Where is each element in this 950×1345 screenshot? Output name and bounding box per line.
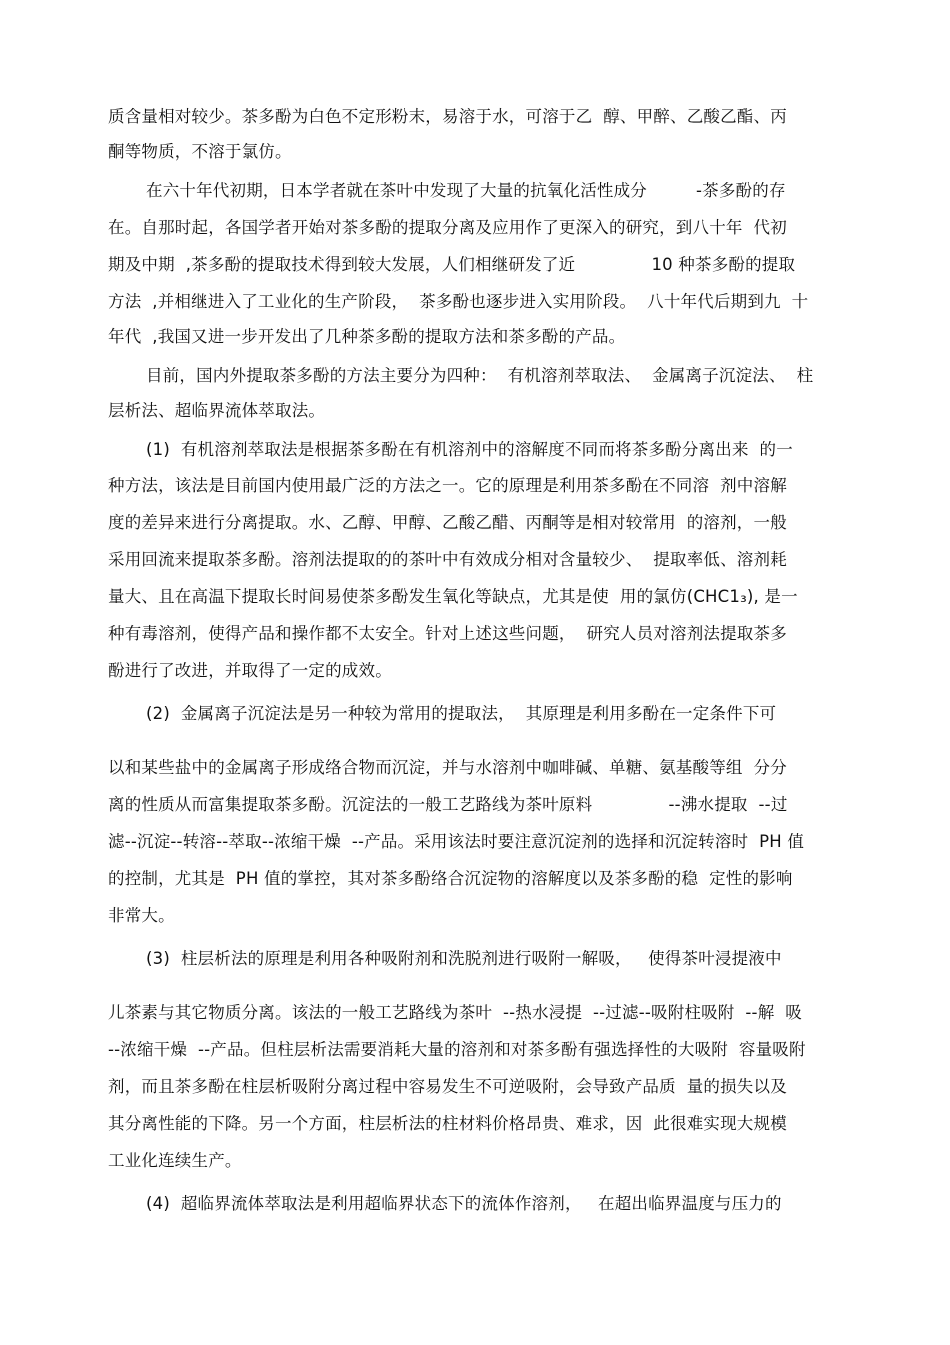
text-line: 滤--沉淀--转溶--萃取--浓缩干燥 --产品。采用该法时要注意沉淀剂的选择和沉淀转溶时 PH 值 [108,832,805,851]
text-line: 离的性质从而富集提取茶多酚。沉淀法的一般工艺路线为茶叶原料 --沸水提取 --过 [108,795,788,814]
text-line: 的控制，尤其是 PH 值的掌控，其对茶多酚络合沉淀物的溶解度以及茶多酚的稳 定性的影响 [108,869,793,888]
text-line: 年代 ,我国又进一步开发出了几种茶多酚的提取方法和茶多酚的产品。 [108,327,626,346]
paragraph-start-line: 在六十年代初期，日本学者就在茶叶中发现了大量的抗氧化活性成分 -茶多酚的存 [146,181,786,200]
text-line: 种有毒溶剂，使得产品和操作都不太安全。针对上述这些问题， 研究人员对溶剂法提取茶多 [108,624,787,643]
paragraph-start-line: (4) 超临界流体萃取法是利用超临界状态下的流体作溶剂， 在超出临界温度与压力的 [146,1194,782,1213]
text-line: 质含量相对较少。茶多酚为白色不定形粉末，易溶于水，可溶于乙 醇、甲醉、乙酸乙酯、丙 [108,107,787,126]
text-line: 层析法、超临界流体萃取法。 [108,401,326,420]
text-line: 酚进行了改进，并取得了一定的成效。 [108,661,392,680]
text-line: 儿茶素与其它物质分离。该法的一般工艺路线为茶叶 --热水浸提 --过滤--吸附柱吸附 --解 吸 [108,1003,802,1022]
text-line: 其分离性能的下降。另一个方面，柱层析法的柱材料价格昂贵、难求，因 此很难实现大规模 [108,1114,787,1133]
paragraph-start-line: (3) 柱层析法的原理是利用各种吸附剂和洗脱剂进行吸附一解吸， 使得茶叶浸提液中 [146,949,782,968]
text-line: 方法 ,并相继进入了工业化的生产阶段， 茶多酚也逐步进入实用阶段。 八十年代后期到九 十 [108,292,809,311]
text-line: 酮等物质，不溶于氯仿。 [108,142,292,161]
text-line: 在。自那时起，各国学者开始对茶多酚的提取分离及应用作了更深入的研究，到八十年 代初 [108,218,787,237]
text-line: --浓缩干燥 --产品。但柱层析法需要消耗大量的溶剂和对茶多酚有强选择性的大吸附 容量吸附 [108,1040,806,1059]
text-line: 工业化连续生产。 [108,1151,242,1170]
text-line: 度的差异来进行分离提取。水、乙醇、甲醇、乙酸乙醋、丙酮等是相对较常用 的溶剂，一般 [108,513,787,532]
paragraph-start-line: (2) 金属离子沉淀法是另一种较为常用的提取法， 其原理是利用多酚在一定条件下可 [146,704,777,723]
paragraph-start-line: (1) 有机溶剂萃取法是根据茶多酚在有机溶剂中的溶解度不同而将茶多酚分离出来 的一 [146,440,793,459]
text-line: 以和某些盐中的金属离子形成络合物而沉淀，并与水溶剂中咖啡碱、单糖、氨基酸等组 分分 [108,758,787,777]
text-line: 量大、且在高温下提取长时间易使茶多酚发生氧化等缺点，尤其是使 用的氯仿(CHC1₃), 是一 [108,587,798,606]
paragraph-start-line: 目前，国内外提取茶多酚的方法主要分为四种： 有机溶剂萃取法、 金属离子沉淀法、 柱 [146,366,814,385]
text-line: 期及中期 ,茶多酚的提取技术得到较大发展，人们相继研发了近 10 种茶多酚的提取 [108,255,796,274]
text-line: 非常大。 [108,906,175,925]
text-line: 种方法，该法是目前国内使用最广泛的方法之一。它的原理是利用茶多酚在不同溶 剂中溶解 [108,476,787,495]
text-line: 采用回流来提取茶多酚。溶剂法提取的的茶叶中有效成分相对含量较少、 提取率低、溶剂耗 [108,550,787,569]
text-line: 剂，而且茶多酚在柱层析吸附分离过程中容易发生不可逆吸附，会导致产品质 量的损失以及 [108,1077,787,1096]
